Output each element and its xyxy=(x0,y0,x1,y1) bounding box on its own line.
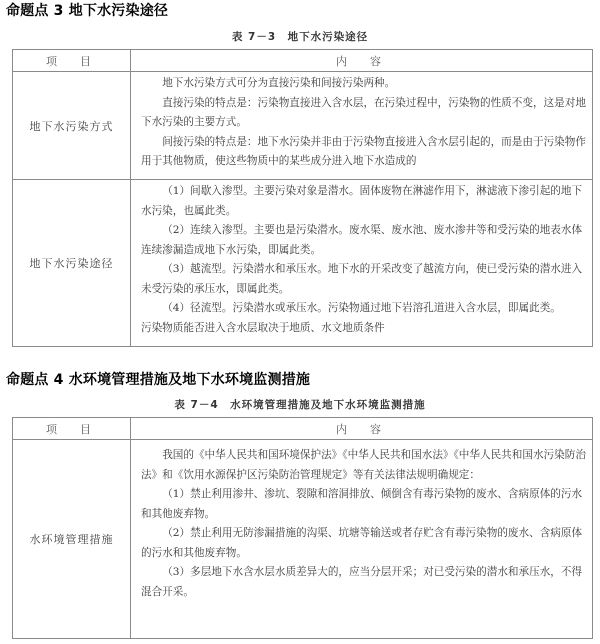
table-header-row xyxy=(13,418,593,440)
table-row xyxy=(13,72,593,180)
section-heading-4: 命题点 4 水环境管理措施及地下水环境监测措施 xyxy=(6,372,311,388)
table-7-4 xyxy=(12,417,593,639)
content-paragraph: （3）多层地下水含水层水质差异大的，应当分层开采；对已受污染的潜水和承压水，不得混合开采。 xyxy=(141,566,583,598)
content-paragraph: （1）间歇入渗型。主要污染对象是潜水。固体废物在淋滤作用下，淋滤液下渗引起的地下水污染，也属此类。 xyxy=(141,185,583,217)
content-paragraph: 污染物质能否进入含水层取决于地质、水文地质条件 xyxy=(141,321,385,334)
row-content xyxy=(131,180,593,347)
table-header-row xyxy=(13,50,593,72)
row-item-label: 地下水污染途径 xyxy=(13,180,131,347)
header-content: 内 容 xyxy=(131,50,593,72)
header-content: 内 容 xyxy=(131,418,593,440)
content-paragraph: 我国的《中华人民共和国环境保护法》《中华人民共和国水法》《中华人民共和国水污染防治法》和《饮用水源保护区污染防治管理规定》等有关法律法规明确规定： xyxy=(141,449,586,481)
content-paragraph: 直接污染的特点是：污染物直接进入含水层，在污染过程中，污染物的性质不变，这是对地下水污染的主要方式。 xyxy=(141,96,586,128)
row-content xyxy=(131,440,593,639)
table-caption-7-4: 表 7－4 水环境管理措施及地下水环境监测措施 xyxy=(174,399,426,411)
table-row xyxy=(13,180,593,347)
content-paragraph: （4）径流型。污染潜水或承压水。污染物通过地下岩溶孔道进入含水层，即属此类。 xyxy=(162,302,561,314)
table-row xyxy=(13,440,593,639)
row-item-label: 地下水污染方式 xyxy=(13,72,131,180)
content-paragraph: （2）禁止利用无防渗漏措施的沟渠、坑塘等输送或者存贮含有毒污染物的废水、含病原体的污水和其他废弃物。 xyxy=(141,527,583,559)
header-item: 项 目 xyxy=(13,418,131,440)
content-paragraph: 间接污染的特点是：地下水污染并非由于污染物直接进入含水层引起的，而是由于污染物作用于其他物质，使这些物质中的某些成分进入地下水造成的 xyxy=(141,135,586,167)
row-item-label: 水环境管理措施 xyxy=(13,440,131,639)
row-content xyxy=(131,72,593,180)
table-caption-7-3: 表 7－3 地下水污染途径 xyxy=(231,31,369,43)
content-paragraph: 地下水污染方式可分为直接污染和间接污染两种。 xyxy=(162,77,396,89)
content-paragraph: （2）连续入渗型。主要也是污染潜水。废水渠、废水池、废水渗井等和受污染的地表水体连续渗漏造成地下水污染，即属此类。 xyxy=(141,224,583,256)
content-paragraph: （1）禁止利用渗井、渗坑、裂隙和溶洞排放、倾倒含有毒污染物的废水、含病原体的污水和其他废弃物。 xyxy=(141,488,583,520)
section-heading-3: 命题点 3 地下水污染途径 xyxy=(6,3,169,19)
header-item: 项 目 xyxy=(13,50,131,72)
content-paragraph: （3）越流型。污染潜水和承压水。地下水的开采改变了越流方向，使已受污染的潜水进入未受污染的承压水，即属此类。 xyxy=(141,263,583,295)
table-7-3 xyxy=(12,49,593,347)
